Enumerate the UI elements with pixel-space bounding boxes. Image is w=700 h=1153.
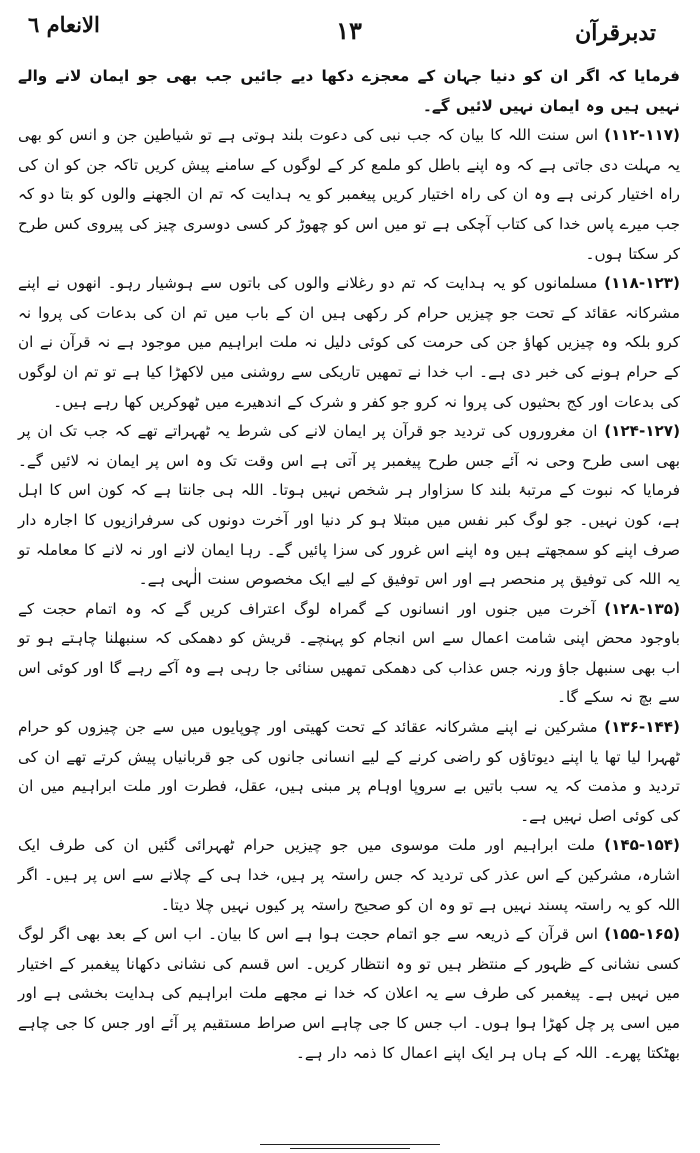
footer-divider-short xyxy=(290,1148,410,1149)
paragraph-128-135 xyxy=(18,595,680,713)
paragraph-text: مشرکین نے اپنے مشرکانہ عقائد کے تحت کھیتی اور چوپایوں میں سے جن چیزوں کو حرام ٹھہرا لیا تھا یا اپنے دیوتاؤں کو راضی کرنے کے لیے انسانی جانوں کی جو قربانیاں پیش کرتے تھے ان کی تردید و مذمت کہ یہ سب باتیں بے سروپا اوہام پر مبنی ہیں، عقل، فطرت اور ملت ابراہیم میں ان کی کوئی اصل نہیں ہے۔ xyxy=(18,718,680,825)
paragraph-118-123 xyxy=(18,269,680,417)
verse-reference: (۱۵۵-۱۶۵) xyxy=(604,925,681,944)
verse-reference: (۱۳۶-۱۴۴) xyxy=(604,718,680,737)
footer-divider xyxy=(260,1144,440,1145)
surah-name: الانعام ٦ xyxy=(28,12,100,37)
paragraph-145-154 xyxy=(18,831,680,920)
paragraph-intro xyxy=(18,62,680,121)
verse-reference: (۱۱۸-۱۲۳) xyxy=(604,274,680,293)
paragraph-text: ان مغروروں کی تردید جو قرآن پر ایمان لانے کی شرط یہ ٹھہراتے تھے کہ جب تک ان پر بھی اسی طرح وحی نہ آئے جس طرح پیغمبر پر آتی ہے اس وقت تک وہ اس پر ایمان نہ لائیں گے۔ فرمایا کہ نبوت کے مرتبۂ بلند کا سزاوار ہر شخص نہیں ہوتا۔ اللہ ہی جانتا ہے کہ کون اس کا اہل ہے، کون نہیں۔ جو لوگ کبر نفس میں مبتلا ہو کر دنیا اور آخرت دونوں کی سرفرازیوں کا اجارہ دار صرف اپنے کو سمجھتے ہیں وہ اپنے اس غرور کی سزا پائیں گے۔ رہا ایمان لانے اور نہ لانے کا معاملہ تو یہ اللہ کی توفیق پر منحصر ہے اور اس توفیق کے لیے ایک مخصوص سنت الٰہی ہے۔ xyxy=(18,422,680,589)
paragraph-text: آخرت میں جنوں اور انسانوں کے گمراہ لوگ اعتراف کریں گے کہ وہ اتمام حجت کے باوجود محض اپنی شامت اعمال سے اس انجام کو پہنچے۔ قریش کو دھمکی کہ سنبھلنا چاہتے ہو تو اب بھی سنبھل جاؤ ورنہ جس عذاب کی دھمکی تمھیں سنائی جا رہی ہے وہ آکے رہے گا اور کوئی اس سے بچ نہ سکے گا۔ xyxy=(18,599,680,707)
verse-reference: (۱۲۴-۱۲۷) xyxy=(604,422,681,441)
page-header xyxy=(18,0,680,62)
paragraph-124-127 xyxy=(18,417,680,595)
paragraph-text: فرمایا کہ اگر ان کو دنیا جہان کے معجزے دکھا دیے جائیں جب بھی جو ایمان لانے والے نہیں ہیں وہ ایمان نہیں لائیں گے۔ xyxy=(18,67,680,115)
paragraph-text: اس قرآن کے ذریعہ سے جو اتمام حجت ہوا ہے اس کا بیان۔ اب اس کے بعد بھی اگر لوگ کسی نشانی کے ظہور کے منتظر ہیں تو وہ انتظار کریں۔ اس قسم کی نشانی دکھانا پیغمبر کے اختیار میں نہیں ہے۔ پیغمبر کی طرف سے یہ اعلان کہ خدا نے مجھے ملت ابراہیم کی ہدایت بخشی ہے اور میں اسی پر چل کھڑا ہوا ہوں۔ اب جس کا جی چاہے اس صراط مستقیم پر آئے اور جس کا جی چاہے بھٹکتا پھرے۔ اللہ کے ہاں ہر ایک اپنے اعمال کا ذمہ دار ہے۔ xyxy=(18,925,680,1062)
verse-reference: (۱۱۲-۱۱۷) xyxy=(604,126,680,145)
book-title: تدبرقرآن xyxy=(575,20,656,46)
paragraph-text: اس سنت اللہ کا بیان کہ جب نبی کی دعوت بلند ہوتی ہے تو شیاطین جن و انس کو بھی یہ مہلت دی جاتی ہے کہ وہ اپنے باطل کو ملمع کر کے لوگوں کے سامنے پیش کریں تاکہ جن کو ان کی راہ اختیار کرنی ہے وہ ان کی راہ اختیار کریں پیغمبر کو یہ ہدایت کہ تم ان الجھنے والوں کو بتا دو کہ جب میرے پاس خدا کی کتاب آچکی ہے تو میں اس کو چھوڑ کر کسی دوسری چیز کی پیروی کس طرح کر سکتا ہوں۔ xyxy=(18,126,680,263)
paragraph-text: ملت ابراہیم اور ملت موسوی میں جو چیزیں حرام ٹھہرائی گئیں ان کی طرف ایک اشارہ، مشرکین کے اس عذر کی تردید کہ جس راستہ پر ہیں، خدا ہی کے چلانے سے اس پر ہیں۔ اگر اللہ کو یہ راستہ پسند نہیں ہے تو وہ ان کو صحیح راستہ پر کیوں نہیں چلا دیتا۔ xyxy=(18,836,680,914)
verse-reference: (۱۲۸-۱۳۵) xyxy=(604,599,681,618)
paragraph-text: مسلمانوں کو یہ ہدایت کہ تم دو رغلانے والوں کی باتوں سے ہوشیار رہو۔ انھوں نے اپنے مشرکانہ عقائد کے تحت جو چیزیں حرام کر رکھی ہیں ان کے باب میں تم ان کی بدعات کی پروا نہ کرو بلکہ وہ چیزیں کھاؤ جن کی حرمت کی کوئی دلیل نہ ملت ابراہیم میں موجود ہے نہ قرآن نے ان کے حرام ہونے کی خبر دی ہے۔ اب خدا نے تمھیں تاریکی سے روشنی میں لاکھڑا کیا ہے تو تم ان لوگوں کی بدعات اور کج بحثیوں کی پروا نہ کرو جو کفر و شرک کے اندھیرے میں ٹھوکریں کھا رہے ہیں۔ xyxy=(18,274,680,411)
page-body xyxy=(18,62,680,1068)
verse-reference: (۱۴۵-۱۵۴) xyxy=(604,836,680,855)
paragraph-136-144 xyxy=(18,713,680,831)
page-number: ۱۳ xyxy=(336,16,362,45)
paragraph-155-165 xyxy=(18,920,680,1068)
paragraph-112-117 xyxy=(18,121,680,269)
